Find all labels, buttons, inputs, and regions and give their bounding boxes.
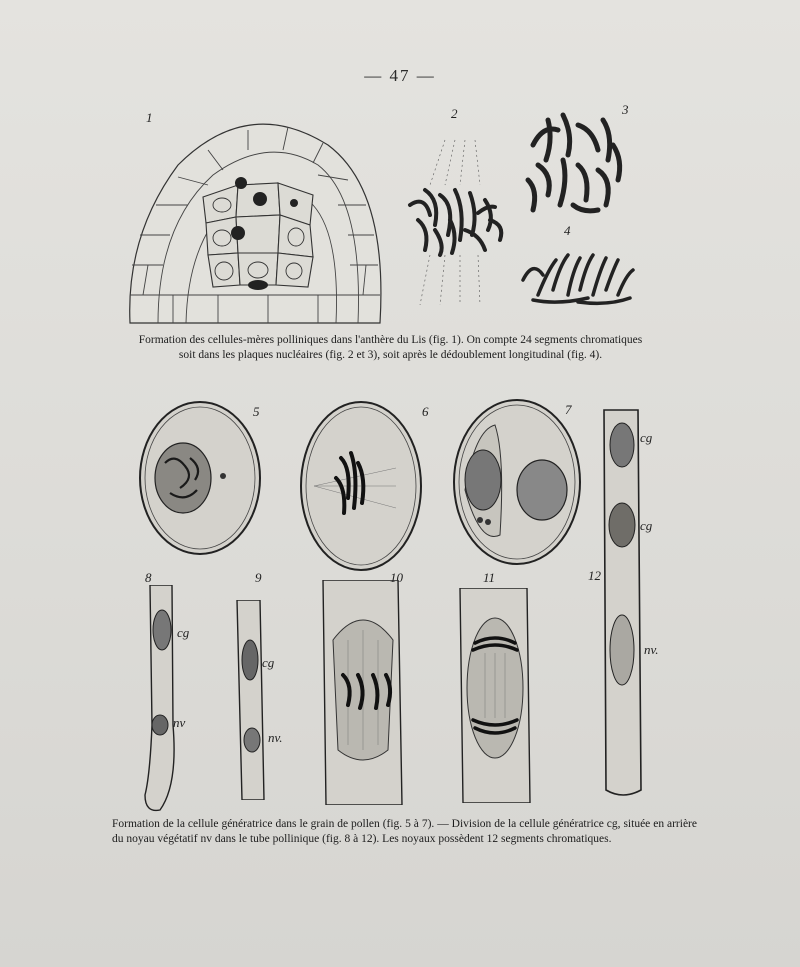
figure-2-nuclear-plate (400, 135, 515, 315)
figure-7-pollen-grain-two-nuclei (450, 395, 585, 570)
caption-top-line-2: soit dans les plaques nucléaires (fig. 2 et 3), soit après le dédoublement longitudinal (fig. 4). (178, 349, 603, 361)
figure-8-number: 8 (145, 570, 152, 585)
caption-bottom: Formation de la cellule génératrice dans le grain de pollen (fig. 5 à 7). — Division de la cellule génératrice cg, située en arrière du noyau végétatif nv dans le tube pollinique (fig. 8 à 12). Les noyaux possèdent 12 segments chromatiques. (112, 818, 697, 845)
figure-12-label-cg-2: cg (640, 518, 653, 533)
figure-10-number: 10 (390, 570, 403, 585)
figure-9-label-cg: cg (262, 655, 275, 670)
figure-3-number: 3 (622, 102, 629, 117)
figure-11-number: 11 (483, 570, 496, 585)
figure-6-number: 6 (422, 404, 429, 419)
caption-top-line-1: Formation des cellules-mères polliniques dans l'anthère du Lis (fig. 1). On compte 24 segments chromatiques (138, 334, 643, 346)
figure-12-number: 12 (588, 568, 601, 583)
figure-3-chromosomes (518, 105, 633, 220)
figure-9-label-nv: nv. (268, 730, 283, 745)
page-number: — 47 — (364, 66, 436, 85)
figure-4-split-chromosomes (518, 240, 638, 310)
figure-2-number: 2 (451, 106, 458, 121)
figure-12-pollen-tube (596, 405, 651, 800)
caption-top (118, 333, 663, 363)
figure-4-number: 4 (564, 223, 571, 238)
figure-1-number: 1 (146, 110, 153, 125)
figure-9-pollen-tube (232, 600, 275, 800)
figure-8-pollen-tube (140, 585, 185, 815)
figure-10-pollen-tube-division (318, 580, 408, 805)
figure-12-label-nv: nv. (644, 642, 659, 657)
figure-1-anther-section (118, 105, 393, 330)
figure-8-label-cg: cg (177, 625, 190, 640)
figure-6-pollen-grain-mitosis (296, 398, 426, 578)
figure-11-pollen-tube-division (455, 588, 535, 803)
figure-12-label-cg-1: cg (640, 430, 653, 445)
figure-8-label-nv: nv (173, 715, 186, 730)
figure-5-number: 5 (253, 404, 260, 419)
figure-9-number: 9 (255, 570, 262, 585)
figure-5-pollen-grain (135, 398, 265, 558)
figure-7-number: 7 (565, 402, 572, 417)
